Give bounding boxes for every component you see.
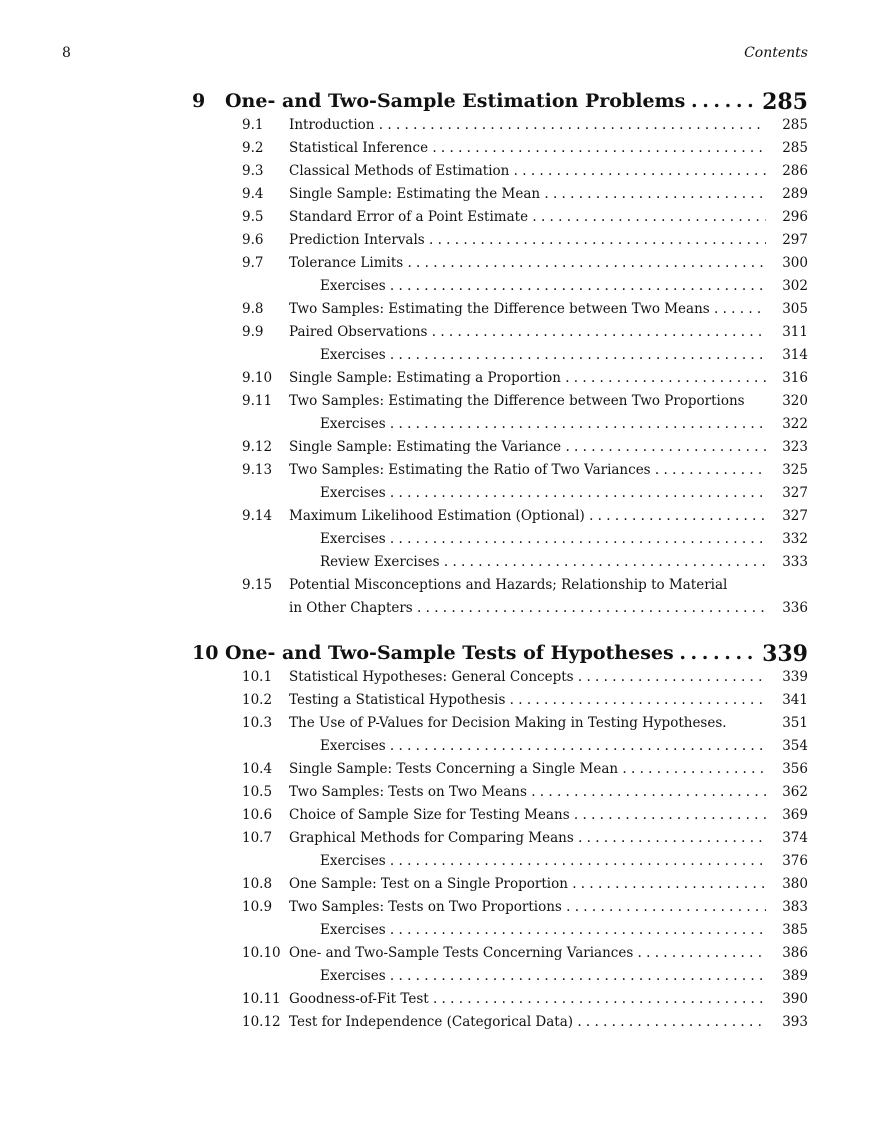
section-number: 9.2 <box>242 140 264 156</box>
toc-entry[interactable] <box>242 666 808 689</box>
section-page: 393 <box>782 1014 808 1030</box>
section-title: Single Sample: Estimating the Mean . . . <box>289 183 766 206</box>
section-page: 386 <box>782 945 808 961</box>
section-page: 362 <box>782 784 808 800</box>
section-title: One Sample: Test on a Single Proportion . . . <box>289 873 766 896</box>
section-title: Statistical Hypotheses: General Concepts . . . <box>289 666 766 689</box>
section-page: 390 <box>782 991 808 1007</box>
toc-entry[interactable] <box>242 505 808 528</box>
section-title: The Use of P-Values for Decision Making in Testing Hypotheses. <box>289 715 727 731</box>
section-title: Exercises . . . <box>320 735 766 758</box>
section-page: 297 <box>782 232 808 248</box>
section-page: 356 <box>782 761 808 777</box>
chapter-title: One- and Two-Sample Estimation Problems . . . <box>225 90 753 112</box>
toc-entry[interactable] <box>242 459 808 482</box>
section-number: 10.12 <box>242 1014 281 1030</box>
section-number: 10.10 <box>242 945 281 961</box>
section-page: 286 <box>782 163 808 179</box>
section-title: Two Samples: Estimating the Difference between Two Means . . . <box>289 298 766 321</box>
toc-entry[interactable] <box>242 758 808 781</box>
toc-entry[interactable] <box>242 482 808 505</box>
section-number: 9.6 <box>242 232 264 248</box>
section-title: Introduction . . . <box>289 114 766 137</box>
section-page: 285 <box>782 140 808 156</box>
section-title: Prediction Intervals . . . <box>289 229 766 252</box>
toc-entry[interactable] <box>242 942 808 965</box>
section-title: Exercises . . . <box>320 919 766 942</box>
section-title: Testing a Statistical Hypothesis . . . <box>289 689 766 712</box>
section-title: Tolerance Limits . . . <box>289 252 766 275</box>
toc-entry[interactable] <box>242 850 808 873</box>
section-page: 383 <box>782 899 808 915</box>
section-number: 10.5 <box>242 784 273 800</box>
chapter-heading-10[interactable] <box>192 642 808 668</box>
section-number: 9.8 <box>242 301 264 317</box>
section-number: 10.1 <box>242 669 273 685</box>
toc-entry[interactable] <box>242 988 808 1011</box>
section-page: 316 <box>782 370 808 386</box>
section-title: One- and Two-Sample Tests Concerning Variances . . . <box>289 942 766 965</box>
toc-entries-chapter-10 <box>242 666 808 1034</box>
section-page: 376 <box>782 853 808 869</box>
section-title: Graphical Methods for Comparing Means . . . <box>289 827 766 850</box>
section-number: 10.9 <box>242 899 273 915</box>
toc-entry[interactable] <box>242 114 808 137</box>
section-title: Single Sample: Estimating a Proportion . . . <box>289 367 766 390</box>
toc-entry[interactable] <box>242 804 808 827</box>
toc-entry[interactable] <box>242 712 808 735</box>
section-number: 9.4 <box>242 186 264 202</box>
section-title: Statistical Inference . . . <box>289 137 766 160</box>
section-page: 300 <box>782 255 808 271</box>
section-title: Test for Independence (Categorical Data) . . . <box>289 1011 766 1034</box>
section-title: Goodness-of-Fit Test . . . <box>289 988 766 1011</box>
section-number: 9.13 <box>242 462 273 478</box>
toc-entry[interactable] <box>242 574 808 597</box>
section-page: 302 <box>782 278 808 294</box>
section-page: 323 <box>782 439 808 455</box>
toc-entry[interactable] <box>242 321 808 344</box>
toc-entries-chapter-9 <box>242 114 808 620</box>
toc-entry[interactable] <box>242 827 808 850</box>
section-title: Exercises . . . <box>320 482 766 505</box>
section-title: Exercises . . . <box>320 275 766 298</box>
toc-entry[interactable] <box>242 551 808 574</box>
toc-entry[interactable] <box>242 1011 808 1034</box>
section-number: 10.6 <box>242 807 273 823</box>
section-page: 296 <box>782 209 808 225</box>
section-number: 9.14 <box>242 508 273 524</box>
toc-entry[interactable] <box>242 436 808 459</box>
toc-entry[interactable] <box>242 781 808 804</box>
section-number: 10.4 <box>242 761 273 777</box>
section-page: 305 <box>782 301 808 317</box>
section-number: 9.1 <box>242 117 264 133</box>
section-page: 351 <box>782 715 808 731</box>
section-number: 9.10 <box>242 370 273 386</box>
section-number: 9.12 <box>242 439 273 455</box>
section-title: Two Samples: Estimating the Difference between Two Proportions <box>289 393 745 409</box>
section-title: Single Sample: Estimating the Variance . . . <box>289 436 766 459</box>
section-page: 327 <box>782 508 808 524</box>
section-page: 289 <box>782 186 808 202</box>
section-title: Review Exercises . . . <box>320 551 766 574</box>
section-page: 325 <box>782 462 808 478</box>
chapter-page: 339 <box>762 641 808 667</box>
toc-entry[interactable] <box>242 160 808 183</box>
section-number: 10.8 <box>242 876 273 892</box>
section-title: Exercises . . . <box>320 344 766 367</box>
section-title: Paired Observations . . . <box>289 321 766 344</box>
chapter-number: 9 <box>192 90 206 112</box>
toc-entry[interactable] <box>242 229 808 252</box>
section-page: 322 <box>782 416 808 432</box>
section-title: Standard Error of a Point Estimate . . . <box>289 206 766 229</box>
section-title: Exercises . . . <box>320 965 766 988</box>
section-page: 339 <box>782 669 808 685</box>
toc-entry[interactable] <box>242 735 808 758</box>
section-title: Exercises . . . <box>320 850 766 873</box>
running-title: Contents <box>744 45 808 61</box>
section-number: 10.7 <box>242 830 273 846</box>
chapter-title: One- and Two-Sample Tests of Hypotheses . . . <box>225 642 753 664</box>
section-title: Two Samples: Estimating the Ratio of Two Variances . . . <box>289 459 766 482</box>
section-page: 341 <box>782 692 808 708</box>
section-title: Exercises . . . <box>320 528 766 551</box>
toc-entry[interactable] <box>242 413 808 436</box>
toc-entry[interactable] <box>242 367 808 390</box>
toc-entry[interactable] <box>242 689 808 712</box>
toc-entry[interactable] <box>242 965 808 988</box>
chapter-page: 285 <box>762 89 808 115</box>
toc-entry[interactable] <box>242 873 808 896</box>
section-number: 9.9 <box>242 324 264 340</box>
page-number: 8 <box>62 45 71 61</box>
section-page: 320 <box>782 393 808 409</box>
toc-entry[interactable] <box>242 528 808 551</box>
toc-entry[interactable] <box>242 183 808 206</box>
section-title: Maximum Likelihood Estimation (Optional) . . . <box>289 505 766 528</box>
section-title: Single Sample: Tests Concerning a Single Mean . . . <box>289 758 766 781</box>
section-page: 354 <box>782 738 808 754</box>
toc-entry[interactable] <box>242 597 808 620</box>
section-page: 314 <box>782 347 808 363</box>
chapter-heading-9[interactable] <box>192 90 808 116</box>
running-header <box>62 45 808 65</box>
section-number: 10.11 <box>242 991 281 1007</box>
toc-entry[interactable] <box>242 206 808 229</box>
section-page: 327 <box>782 485 808 501</box>
section-title: Two Samples: Tests on Two Proportions . . . <box>289 896 766 919</box>
toc-entry[interactable] <box>242 919 808 942</box>
section-page: 389 <box>782 968 808 984</box>
section-page: 333 <box>782 554 808 570</box>
section-page: 311 <box>782 324 808 340</box>
section-number: 9.7 <box>242 255 264 271</box>
toc-entry[interactable] <box>242 344 808 367</box>
section-title: Classical Methods of Estimation . . . <box>289 160 766 183</box>
toc-entry[interactable] <box>242 137 808 160</box>
section-page: 380 <box>782 876 808 892</box>
section-title: in Other Chapters . . . <box>289 597 766 620</box>
section-number: 10.2 <box>242 692 273 708</box>
section-title: Choice of Sample Size for Testing Means . . . <box>289 804 766 827</box>
section-page: 285 <box>782 117 808 133</box>
section-page: 374 <box>782 830 808 846</box>
section-number: 9.15 <box>242 577 273 593</box>
section-number: 9.5 <box>242 209 264 225</box>
section-title: Two Samples: Tests on Two Means . . . <box>289 781 766 804</box>
toc-entry[interactable] <box>242 275 808 298</box>
toc-entry[interactable] <box>242 896 808 919</box>
section-number: 9.11 <box>242 393 273 409</box>
toc-entry[interactable] <box>242 390 808 413</box>
section-page: 369 <box>782 807 808 823</box>
section-page: 385 <box>782 922 808 938</box>
section-title: Potential Misconceptions and Hazards; Relationship to Material <box>289 577 728 593</box>
toc-entry[interactable] <box>242 252 808 275</box>
toc-entry[interactable] <box>242 298 808 321</box>
section-number: 9.3 <box>242 163 264 179</box>
section-page: 336 <box>782 600 808 616</box>
section-title: Exercises . . . <box>320 413 766 436</box>
chapter-number: 10 <box>192 642 219 664</box>
section-number: 10.3 <box>242 715 273 731</box>
section-page: 332 <box>782 531 808 547</box>
